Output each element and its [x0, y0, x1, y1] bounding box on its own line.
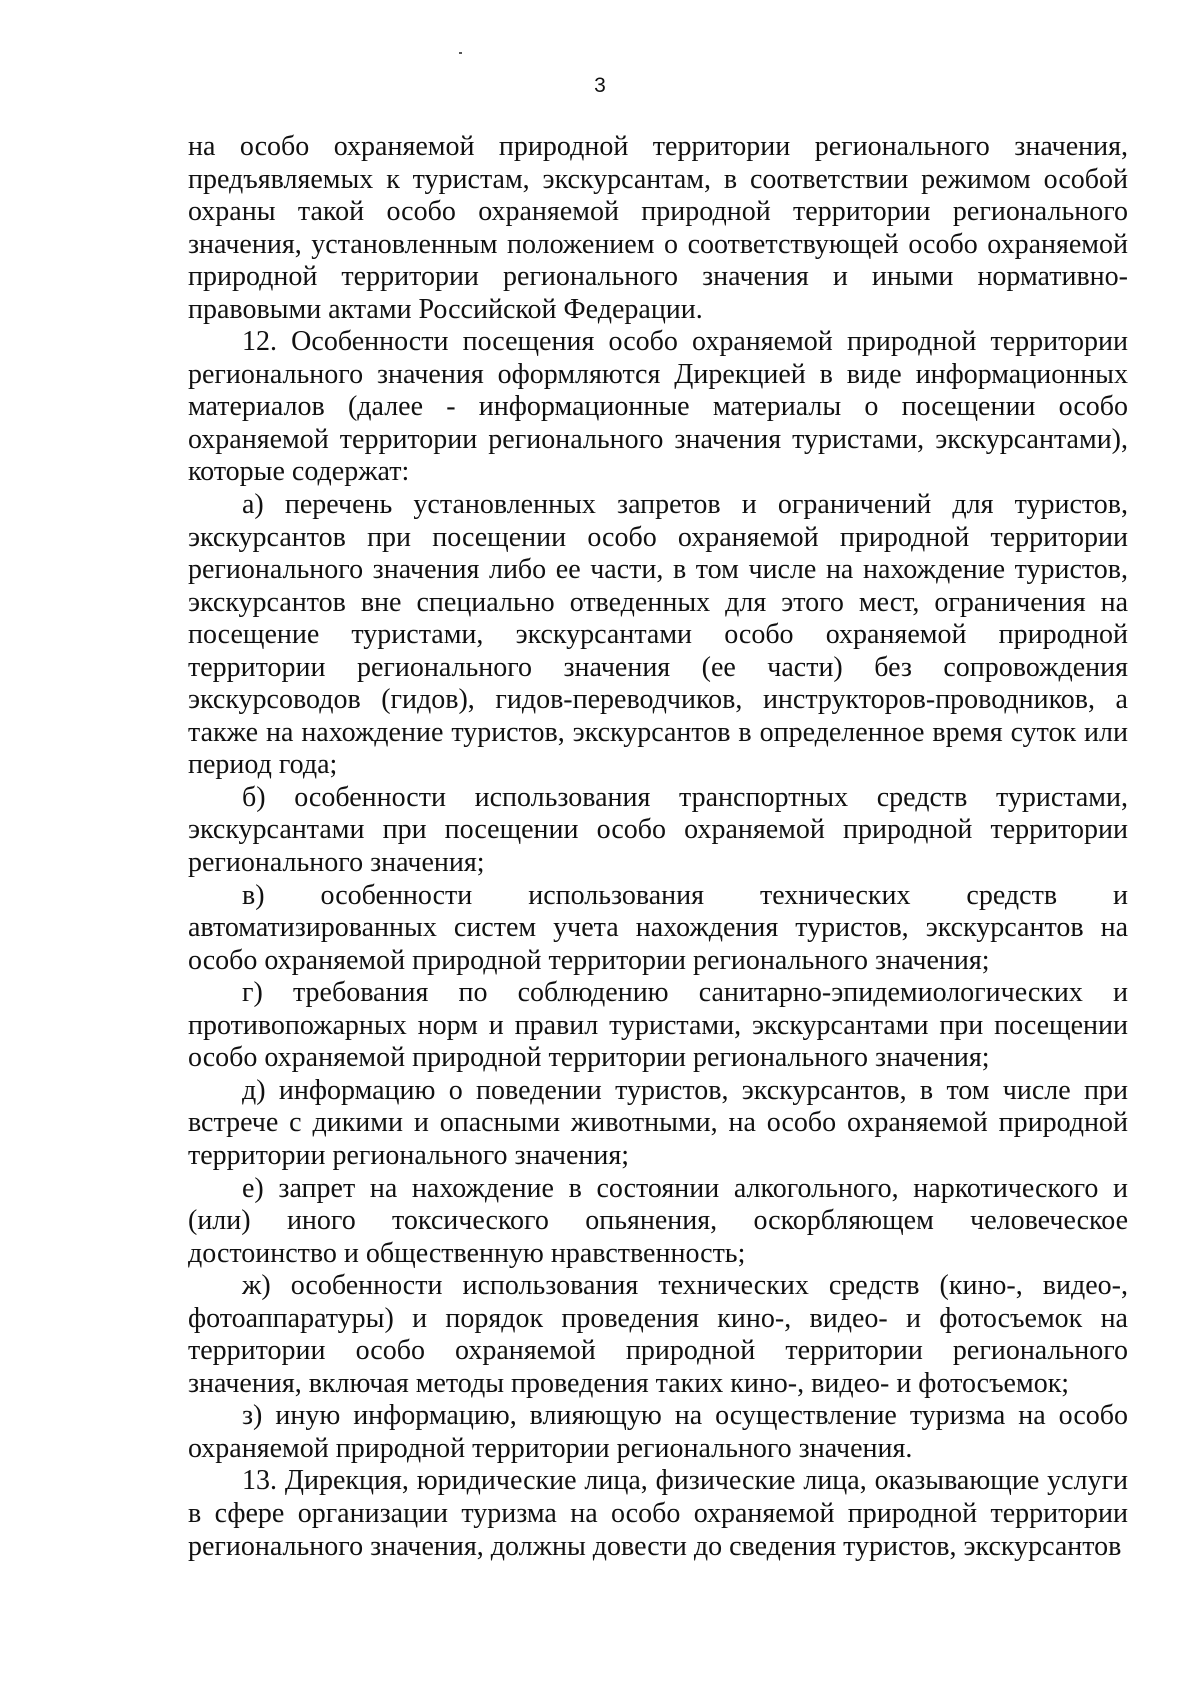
paragraph-subitem-zh: ж) особенности использования технических средств (кино-, видео-, фотоаппаратуры) и порядок проведения кино-, видео- и фотосъемок на территории особо охраняемой природной территории регионального значения, включая методы проведения таких кино-, видео- и фотосъемок;: [188, 1270, 1128, 1399]
paragraph-continuation: на особо охраняемой природной территории регионального значения, предъявляемых к туристам, экскурсантам, в соответствии режимом особой охраны такой особо охраняемой природной территории регионального значения, установленным положением о соответствующей особо охраняемой природной территории регионального значения и иными нормативно-правовыми актами Российской Федерации.: [188, 131, 1128, 325]
document-body: [188, 131, 1128, 1563]
paragraph-subitem-g: г) требования по соблюдению санитарно-эпидемиологических и противопожарных норм и правил туристами, экскурсантами при посещении особо охраняемой природной территории регионального значения;: [188, 977, 1128, 1074]
paragraph-subitem-b: б) особенности использования транспортных средств туристами, экскурсантами при посещении особо охраняемой природной территории регионального значения;: [188, 781, 1128, 879]
page-number: 3: [594, 74, 606, 97]
paragraph-item-12: 12. Особенности посещения особо охраняемой природной территории регионального значения оформляются Дирекцией в виде информационных материалов (далее - информационные материалы о посещении особо охраняемой территории регионального значения туристами, экскурсантами), которые содержат:: [188, 326, 1128, 488]
paragraph-subitem-z: з) иную информацию, влияющую на осуществление туризма на особо охраняемой природной территории регионального значения.: [188, 1400, 1128, 1464]
paragraph-subitem-v: в) особенности использования технических средств и автоматизированных систем учета нахождения туристов, экскурсантов на особо охраняемой природной территории регионального значения;: [188, 879, 1128, 976]
paragraph-item-13: 13. Дирекция, юридические лица, физические лица, оказывающие услуги в сфере организации туризма на особо охраняемой природной территории регионального значения, должны довести до сведения туристов, экскурсантов: [188, 1465, 1128, 1562]
paragraph-subitem-d: д) информацию о поведении туристов, экскурсантов, в том числе при встрече с дикими и опасными животными, на особо охраняемой природной территории регионального значения;: [188, 1074, 1128, 1171]
paragraph-subitem-e: е) запрет на нахождение в состоянии алкогольного, наркотического и (или) иного токсического опьянения, оскорбляющем человеческое достоинство и общественную нравственность;: [188, 1172, 1128, 1269]
paragraph-subitem-a: а) перечень установленных запретов и ограничений для туристов, экскурсантов при посещении особо охраняемой природной территории регионального значения либо ее части, в том числе на нахождение туристов, экскурсантов вне специально отведенных для этого мест, ограничения на посещение туристами, экскурсантами особо охраняемой природной территории регионального значения (ее части) без сопровождения экскурсоводов (гидов), гидов-переводчиков, инструкторов-проводников, а также на нахождение туристов, экскурсантов в определенное время суток или период года;: [188, 489, 1128, 781]
scan-speck: [459, 52, 462, 54]
